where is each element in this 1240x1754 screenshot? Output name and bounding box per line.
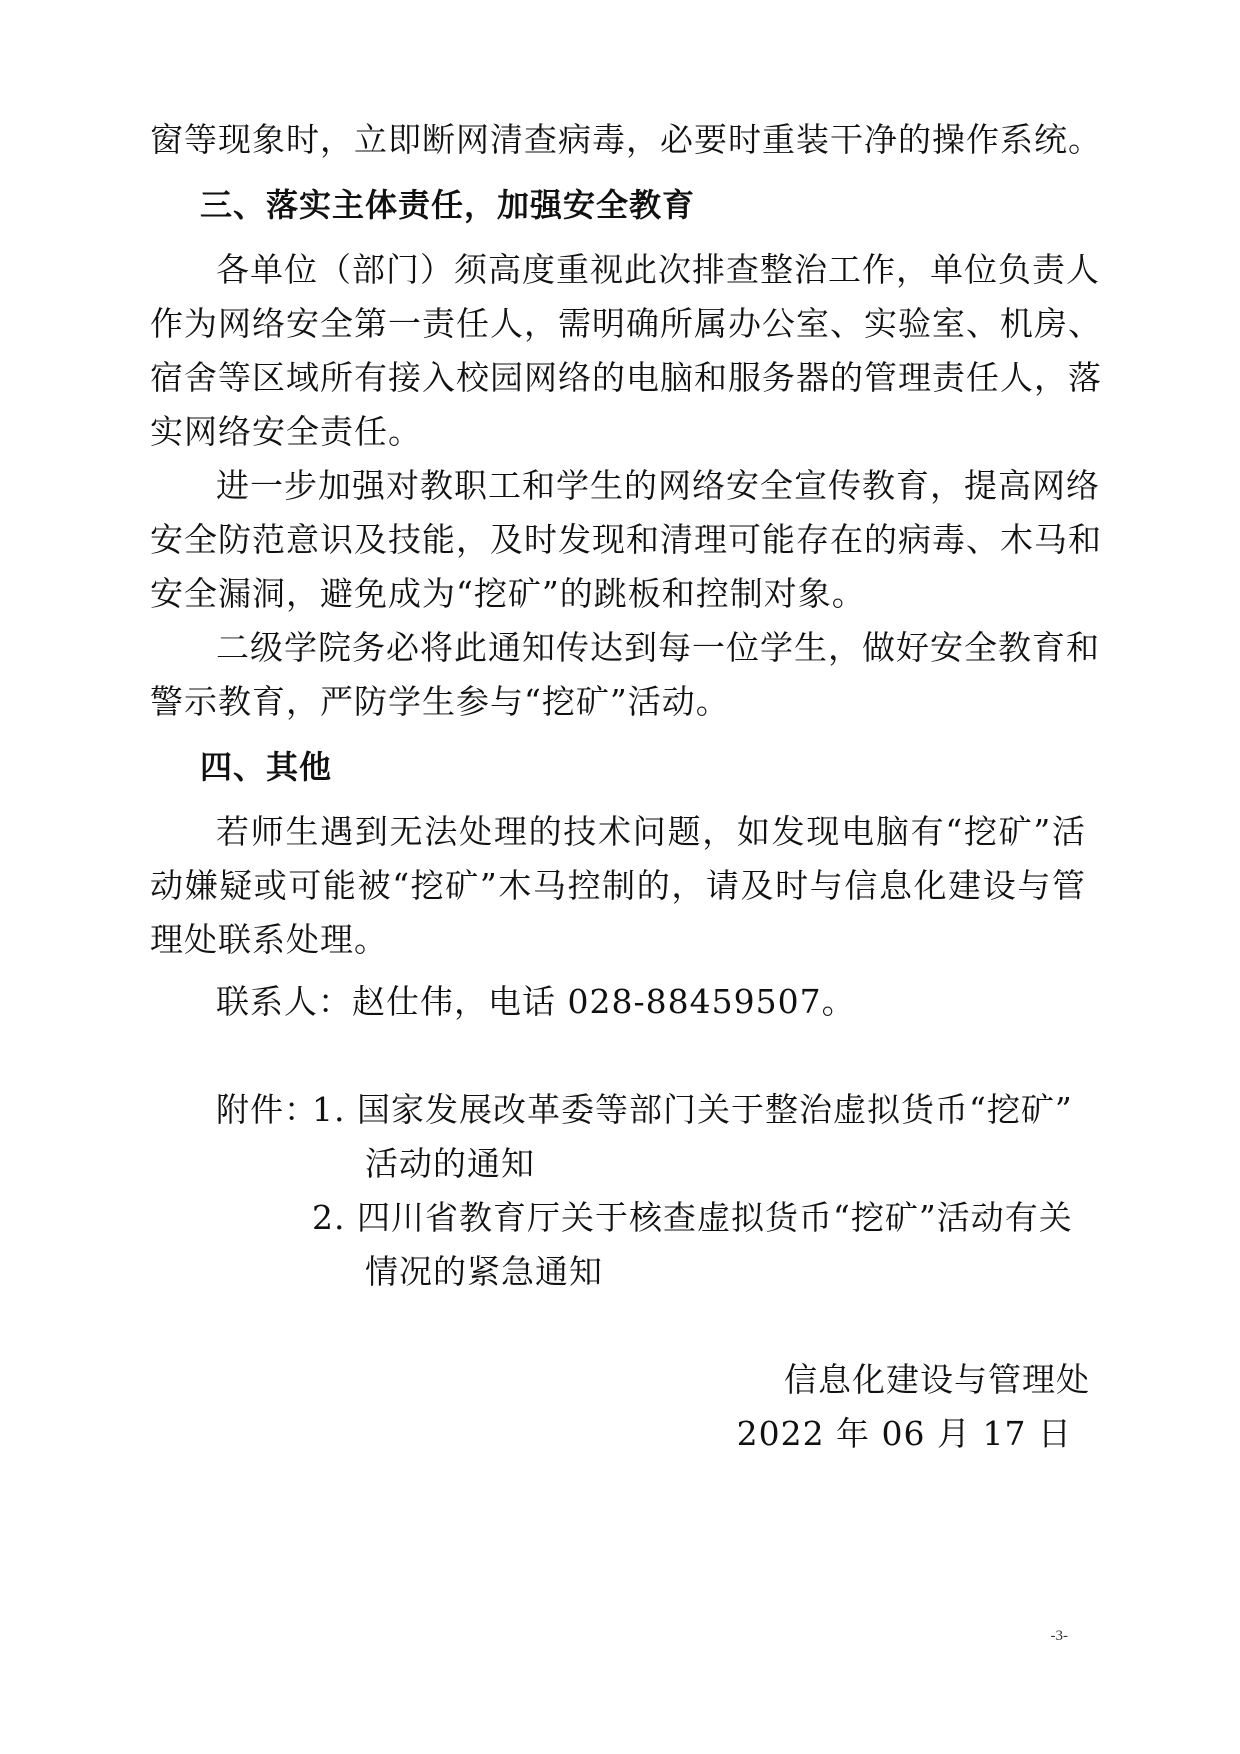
paragraph-line: 二级学院务必将此通知传达到每一位学生，做好安全教育和: [216, 628, 1100, 667]
section-heading: 四、其他: [200, 748, 333, 786]
attachments-label: 附件：: [216, 1090, 318, 1129]
attachment-item: 1. 国家发展改革委等部门关于整治虚拟货币“挖矿”: [312, 1090, 1073, 1129]
signature-date: 2022 年 06 月 17 日: [736, 1414, 1072, 1453]
paragraph-line: 宿舍等区域所有接入校园网络的电脑和服务器的管理责任人，落: [150, 358, 1102, 397]
paragraph-line: 安全防范意识及技能，及时发现和清理可能存在的病毒、木马和: [150, 520, 1102, 559]
paragraph-line: 安全漏洞，避免成为“挖矿”的跳板和控制对象。: [150, 574, 866, 613]
attachment-item: 2. 四川省教育厅关于核查虚拟货币“挖矿”活动有关: [312, 1198, 1073, 1237]
section-heading: 三、落实主体责任，加强安全教育: [200, 186, 696, 224]
attachment-item-cont: 活动的通知: [365, 1144, 535, 1183]
page-number: -3-: [1050, 1628, 1068, 1644]
attachment-item-cont: 情况的紧急通知: [365, 1252, 603, 1291]
paragraph-line: 警示教育，严防学生参与“挖矿”活动。: [150, 682, 730, 721]
contact-line: 联系人：赵仕伟，电话 028-88459507。: [216, 982, 856, 1021]
paragraph-line: 动嫌疑或可能被“挖矿”木马控制的，请及时与信息化建设与管: [150, 866, 1086, 905]
paragraph-line: 若师生遇到无法处理的技术问题，如发现电脑有“挖矿”活: [216, 812, 1086, 851]
paragraph-line: 窗等现象时，立即断网清查病毒，必要时重装干净的操作系统。: [150, 120, 1102, 159]
paragraph-line: 各单位（部门）须高度重视此次排查整治工作，单位负责人: [216, 250, 1100, 289]
signature-org: 信息化建设与管理处: [784, 1360, 1090, 1399]
paragraph-line: 实网络安全责任。: [150, 412, 422, 451]
paragraph-line: 进一步加强对教职工和学生的网络安全宣传教育，提高网络: [216, 466, 1100, 505]
paragraph-line: 理处联系处理。: [150, 920, 388, 959]
paragraph-line: 作为网络安全第一责任人，需明确所属办公室、实验室、机房、: [150, 304, 1102, 343]
